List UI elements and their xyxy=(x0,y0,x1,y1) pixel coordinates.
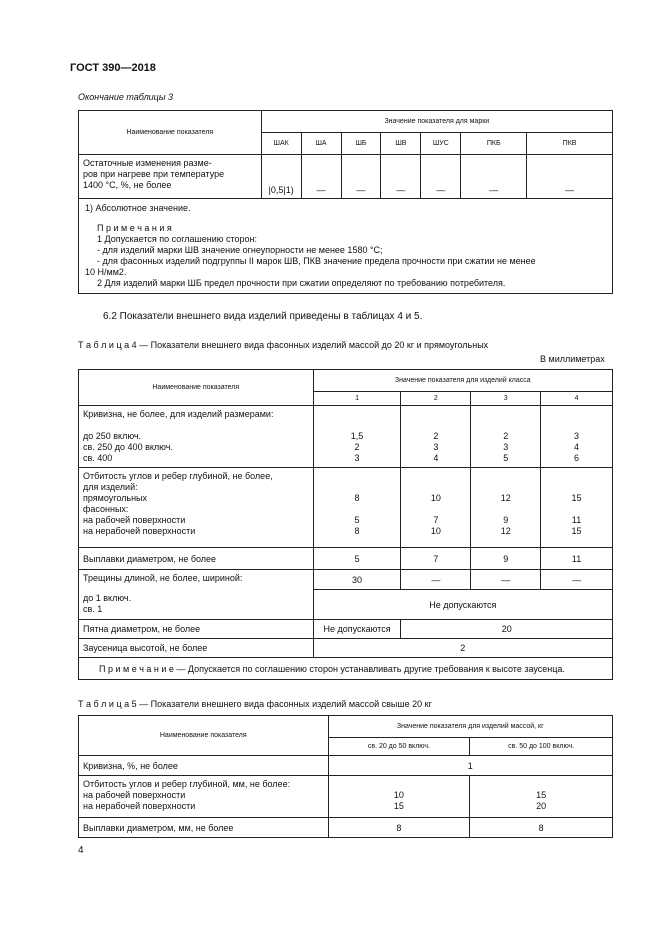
table5-group-header: Значение показателя для изделий массой, кг xyxy=(328,716,612,738)
table4-spot-label: Пятна диаметром, не более xyxy=(79,620,314,639)
table3-group-header: Значение показателя для марки xyxy=(261,111,612,133)
table4-curvature-values: 1,5 2 3 xyxy=(313,406,401,468)
table4-spot-class1: Не допускаются xyxy=(313,620,401,639)
table4-crack-label: Трещины длиной, не более, шириной: до 1 включ. св. 1 xyxy=(79,570,314,620)
table5-curvature-value: 1 xyxy=(328,756,612,776)
table4-name-header: Наименование показателя xyxy=(79,370,314,406)
table4-curvature-values: 2 3 5 xyxy=(471,406,541,468)
table4-chip-values: 12 9 12 xyxy=(471,468,541,548)
table3-notes: 1) Абсолютное значение. П р и м е ч а н и я 1 Допускается по соглашению сторон: - для изделий марки ШВ значение огнеупорности не менее 1580 °С; - для фасонных изделий подгруппы II марок ШВ, ПКВ значение предела прочности при сжатии не менее 10 Н/мм2. 2 Для изделий марки ШБ предел прочности при сжатии определяют по требованию потребителя. xyxy=(79,199,613,294)
table3-mark: ШУС xyxy=(421,133,461,155)
table3-value: — xyxy=(381,155,421,199)
document-code: ГОСТ 390—2018 xyxy=(70,62,156,74)
table-3 xyxy=(78,110,613,294)
table3-value: — xyxy=(301,155,341,199)
table4-burr-label: Заусеница высотой, не более xyxy=(79,639,314,658)
table5-chip-label: Отбитость углов и ребер глубиной, мм, не более: на рабочей поверхности на нерабочей поверхности xyxy=(79,776,329,818)
table3-row-label: Остаточные изменения разме- ров при нагреве при температуре 1400 °С, %, не более xyxy=(79,155,262,199)
table5-melt-value: 8 xyxy=(328,818,470,838)
table3-mark: ПКБ xyxy=(461,133,527,155)
table5-col: св. 50 до 100 включ. xyxy=(470,738,613,756)
table5-caption: Т а б л и ц а 5 — Показатели внешнего вида фасонных изделий массой свыше 20 кг xyxy=(78,699,432,709)
table4-melt-value: 7 xyxy=(401,548,471,570)
table-4 xyxy=(78,369,613,680)
table3-mark: ПКВ xyxy=(527,133,613,155)
table4-class: 3 xyxy=(471,392,541,406)
table4-curvature-label: Кривизна, не более, для изделий размерами: до 250 включ. св. 250 до 400 включ. св. 400 xyxy=(79,406,314,468)
table4-group-header: Значение показателя для изделий класса xyxy=(313,370,612,392)
table4-melt-value: 11 xyxy=(541,548,613,570)
table-5 xyxy=(78,715,613,838)
table4-crack-value: 30 xyxy=(313,570,401,590)
table4-note: П р и м е ч а н и е — Допускается по соглашению сторон устанавливать другие требования к высоте заусенца. xyxy=(79,658,613,680)
table5-melt-value: 8 xyxy=(470,818,613,838)
table5-curvature-label: Кривизна, %, не более xyxy=(79,756,329,776)
table3-value: |0,5|1) xyxy=(261,155,301,199)
table4-class: 4 xyxy=(541,392,613,406)
table4-chip-values: 15 11 15 xyxy=(541,468,613,548)
table5-col: св. 20 до 50 включ. xyxy=(328,738,470,756)
table4-spot-rest: 20 xyxy=(401,620,613,639)
table4-chip-values: 8 5 8 xyxy=(313,468,401,548)
table4-class: 2 xyxy=(401,392,471,406)
table3-mark: ШВ xyxy=(381,133,421,155)
table4-curvature-values: 2 3 4 xyxy=(401,406,471,468)
table5-chip-values: 15 20 xyxy=(470,776,613,818)
table3-footnote: 1) Абсолютное значение. xyxy=(85,203,191,213)
table4-crack-value: — xyxy=(401,570,471,590)
table4-melt-label: Выплавки диаметром, не более xyxy=(79,548,314,570)
table4-melt-value: 9 xyxy=(471,548,541,570)
table5-name-header: Наименование показателя xyxy=(79,716,329,756)
table4-crack-value: — xyxy=(471,570,541,590)
table3-value: — xyxy=(461,155,527,199)
notes-title: П р и м е ч а н и я xyxy=(97,223,172,233)
table4-crack-value: — xyxy=(541,570,613,590)
table3-name-header: Наименование показателя xyxy=(79,111,262,155)
table4-chip-values: 10 7 10 xyxy=(401,468,471,548)
table4-caption: Т а б л и ц а 4 — Показатели внешнего вида фасонных изделий массой до 20 кг и прямоугольных xyxy=(78,340,489,350)
table4-crack-not-allowed: Не допускаются xyxy=(313,590,612,620)
table-continuation-label: Окончание таблицы 3 xyxy=(78,92,173,102)
table5-chip-values: 10 15 xyxy=(328,776,470,818)
table4-unit: В миллиметрах xyxy=(540,354,605,364)
paragraph-6-2: 6.2 Показатели внешнего вида изделий приведены в таблицах 4 и 5. xyxy=(103,311,423,322)
page-number: 4 xyxy=(78,845,84,856)
table4-melt-value: 5 xyxy=(313,548,401,570)
table4-burr-value: 2 xyxy=(313,639,612,658)
table3-value: — xyxy=(341,155,381,199)
table4-curvature-values: 3 4 6 xyxy=(541,406,613,468)
table4-class: 1 xyxy=(313,392,401,406)
table4-chip-label: Отбитость углов и ребер глубиной, не более, для изделий: прямоугольных фасонных: на рабочей поверхности на нерабочей поверхности xyxy=(79,468,314,548)
table3-mark: ША xyxy=(301,133,341,155)
table3-mark: ШБ xyxy=(341,133,381,155)
table3-value: — xyxy=(421,155,461,199)
table5-melt-label: Выплавки диаметром, мм, не более xyxy=(79,818,329,838)
table3-mark: ШАК xyxy=(261,133,301,155)
table3-value: — xyxy=(527,155,613,199)
